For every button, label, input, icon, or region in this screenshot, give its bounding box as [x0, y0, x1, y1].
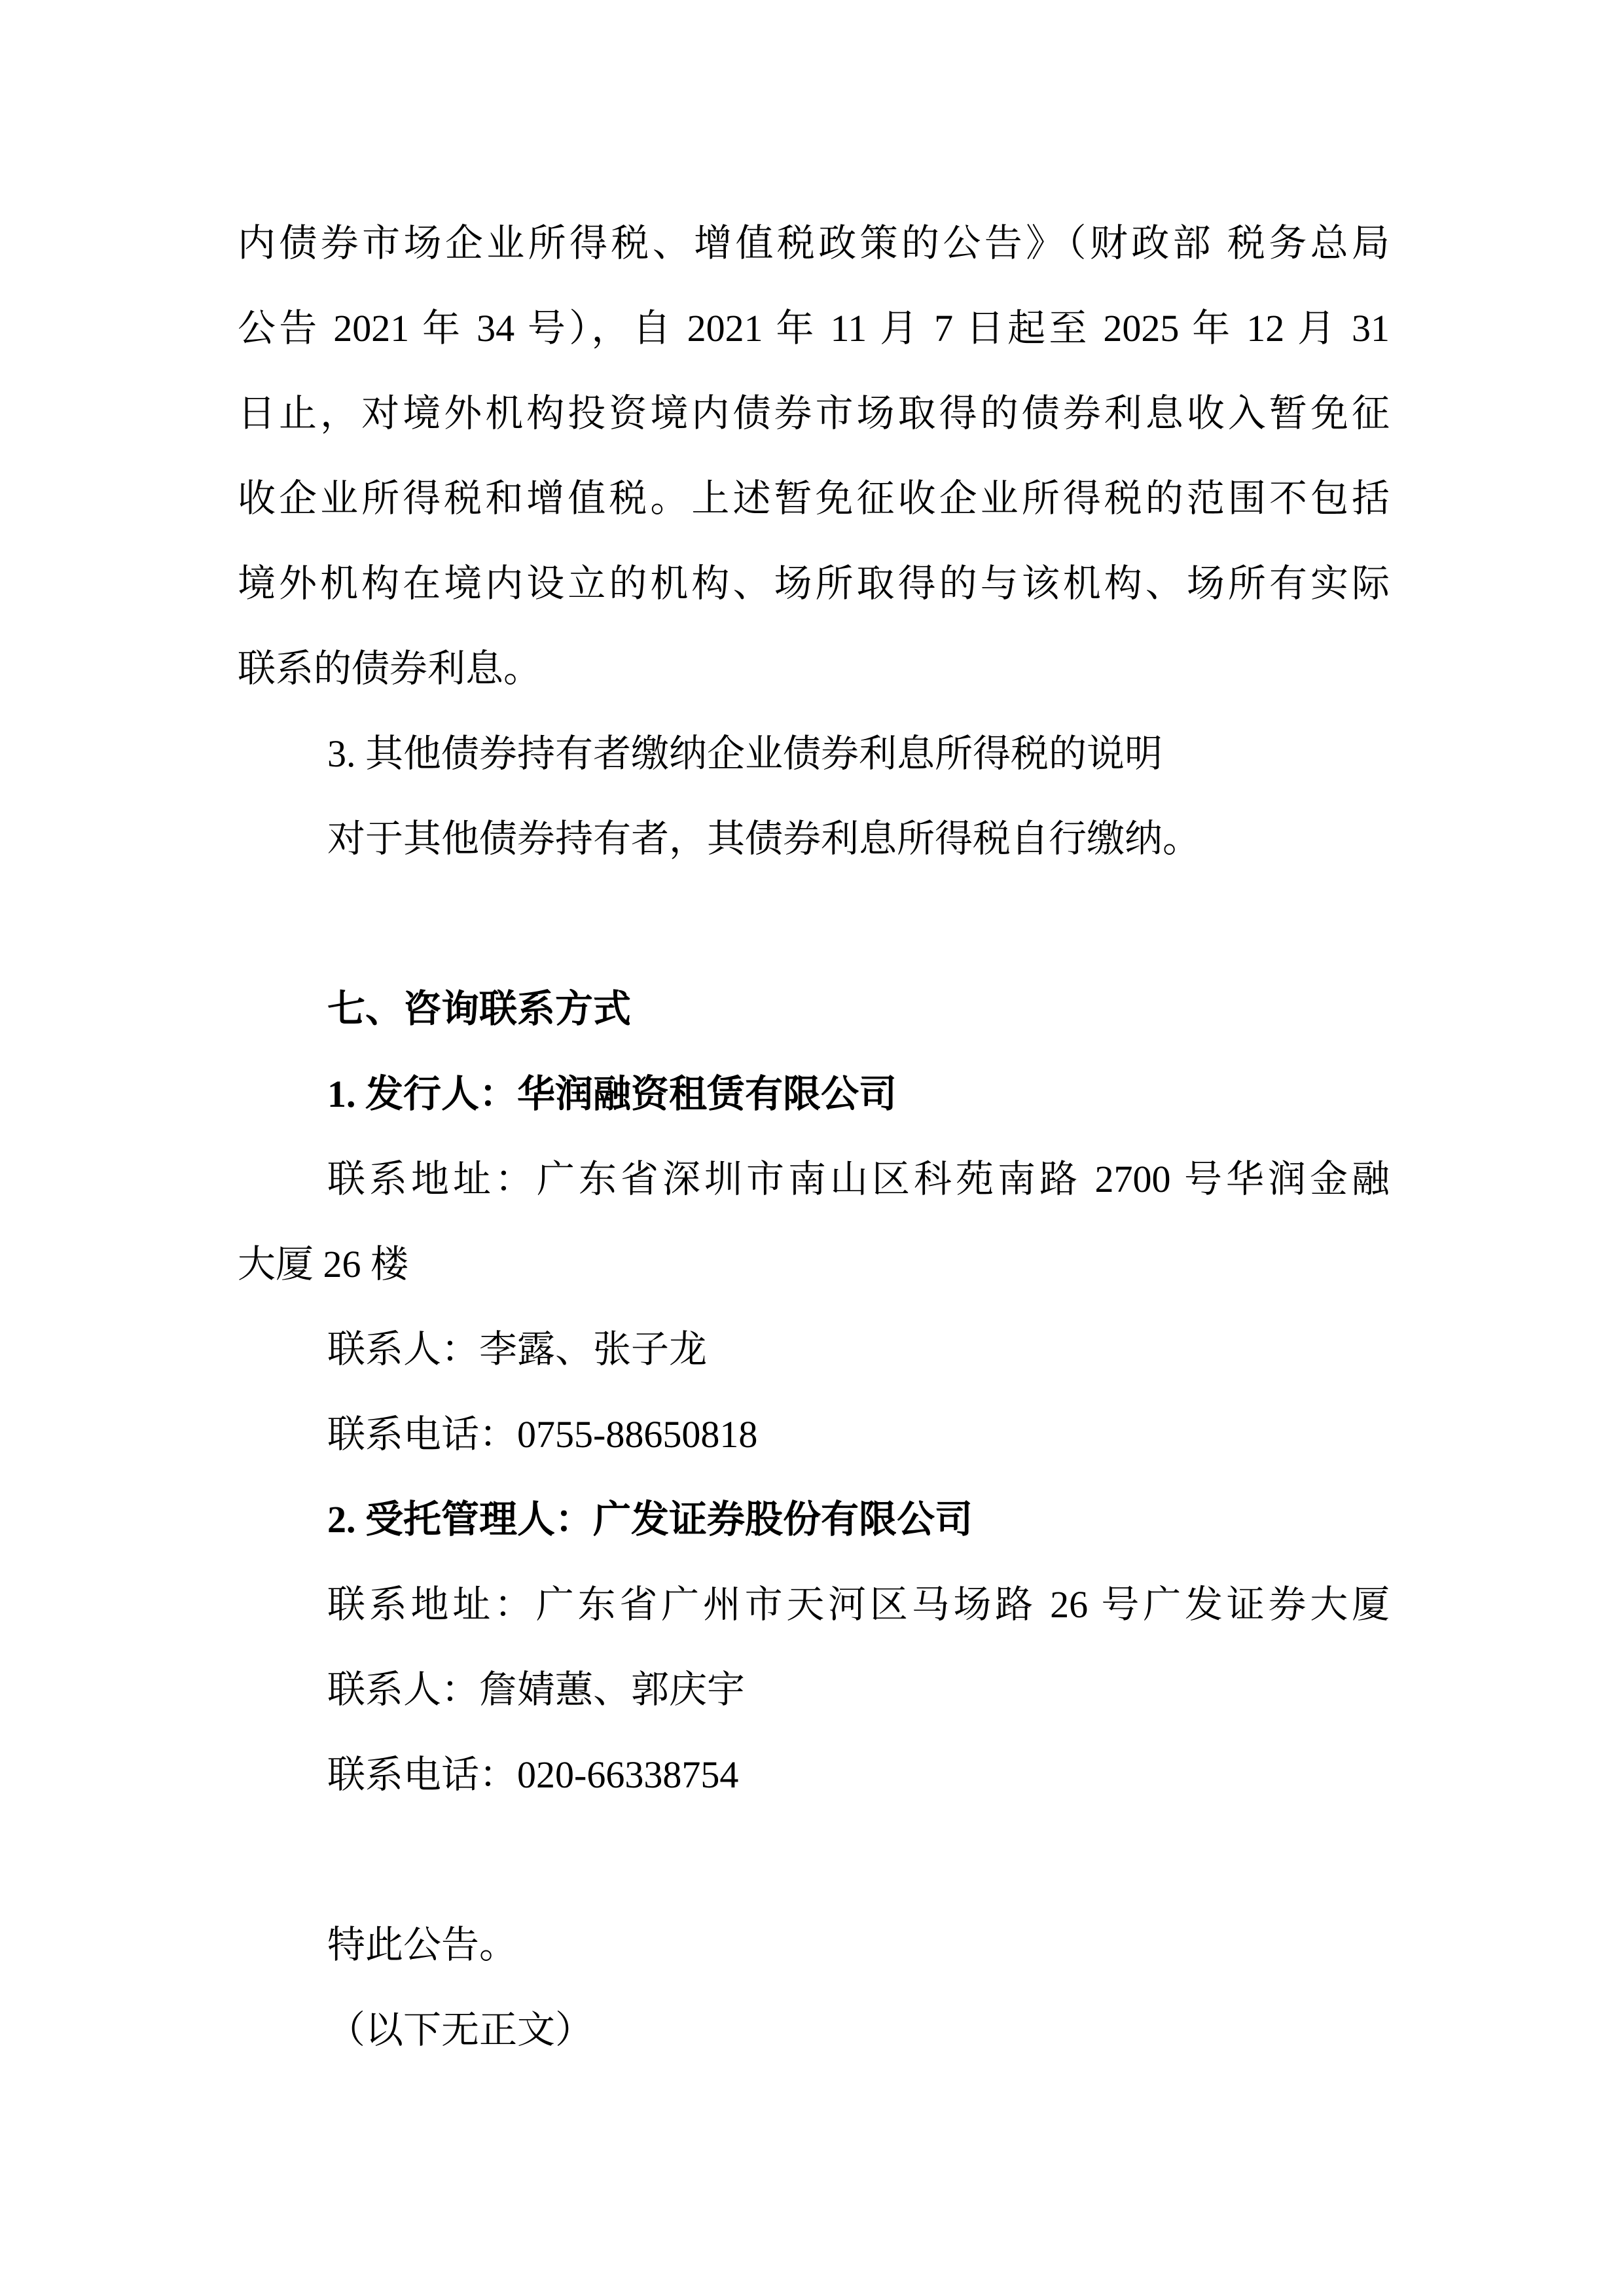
document-line: 联系地址：广东省深圳市南山区科苑南路 2700 号华润金融	[327, 1158, 1390, 1200]
document-line: 1. 发行人：华润融资租赁有限公司	[327, 1073, 897, 1115]
document-line: 对于其他债券持有者，其债券利息所得税自行缴纳。	[327, 817, 1201, 860]
document-line: 联系人：詹婧蕙、郭庆宇	[327, 1668, 746, 1711]
document-content	[238, 201, 1390, 2073]
document-line: 联系人：李露、张子龙	[327, 1328, 708, 1371]
document-line	[238, 1818, 1390, 1903]
document-line: 七、咨询联系方式	[327, 988, 632, 1030]
document-line: 收企业所得税和增值税。上述暂免征收企业所得税的范围不包括	[238, 477, 1390, 520]
document-line: 特此公告。	[327, 1924, 518, 1966]
document-line: 联系的债券利息。	[238, 647, 542, 690]
document-line: 内债券市场企业所得税、增值税政策的公告》（财政部 税务总局	[238, 222, 1390, 264]
document-line: 境外机构在境内设立的机构、场所取得的与该机构、场所有实际	[238, 562, 1390, 605]
document-line	[238, 882, 1390, 967]
document-line: 3. 其他债券持有者缴纳企业债券利息所得税的说明	[327, 732, 1163, 775]
document-line: 公告 2021 年 34 号），自 2021 年 11 月 7 日起至 2025 年 12 月 31	[238, 307, 1390, 350]
document-line: 联系电话：0755-88650818	[327, 1413, 758, 1456]
document-line: 联系地址：广东省广州市天河区马场路 26 号广发证券大厦	[327, 1583, 1390, 1626]
document-line: 大厦 26 楼	[238, 1243, 409, 1285]
document-line: 2. 受托管理人：广发证券股份有限公司	[327, 1498, 973, 1541]
document-line: 联系电话：020-66338754	[327, 1753, 739, 1796]
document-line: 日止，对境外机构投资境内债券市场取得的债券利息收入暂免征	[238, 392, 1390, 435]
document-line: （以下无正文）	[327, 2009, 594, 2051]
